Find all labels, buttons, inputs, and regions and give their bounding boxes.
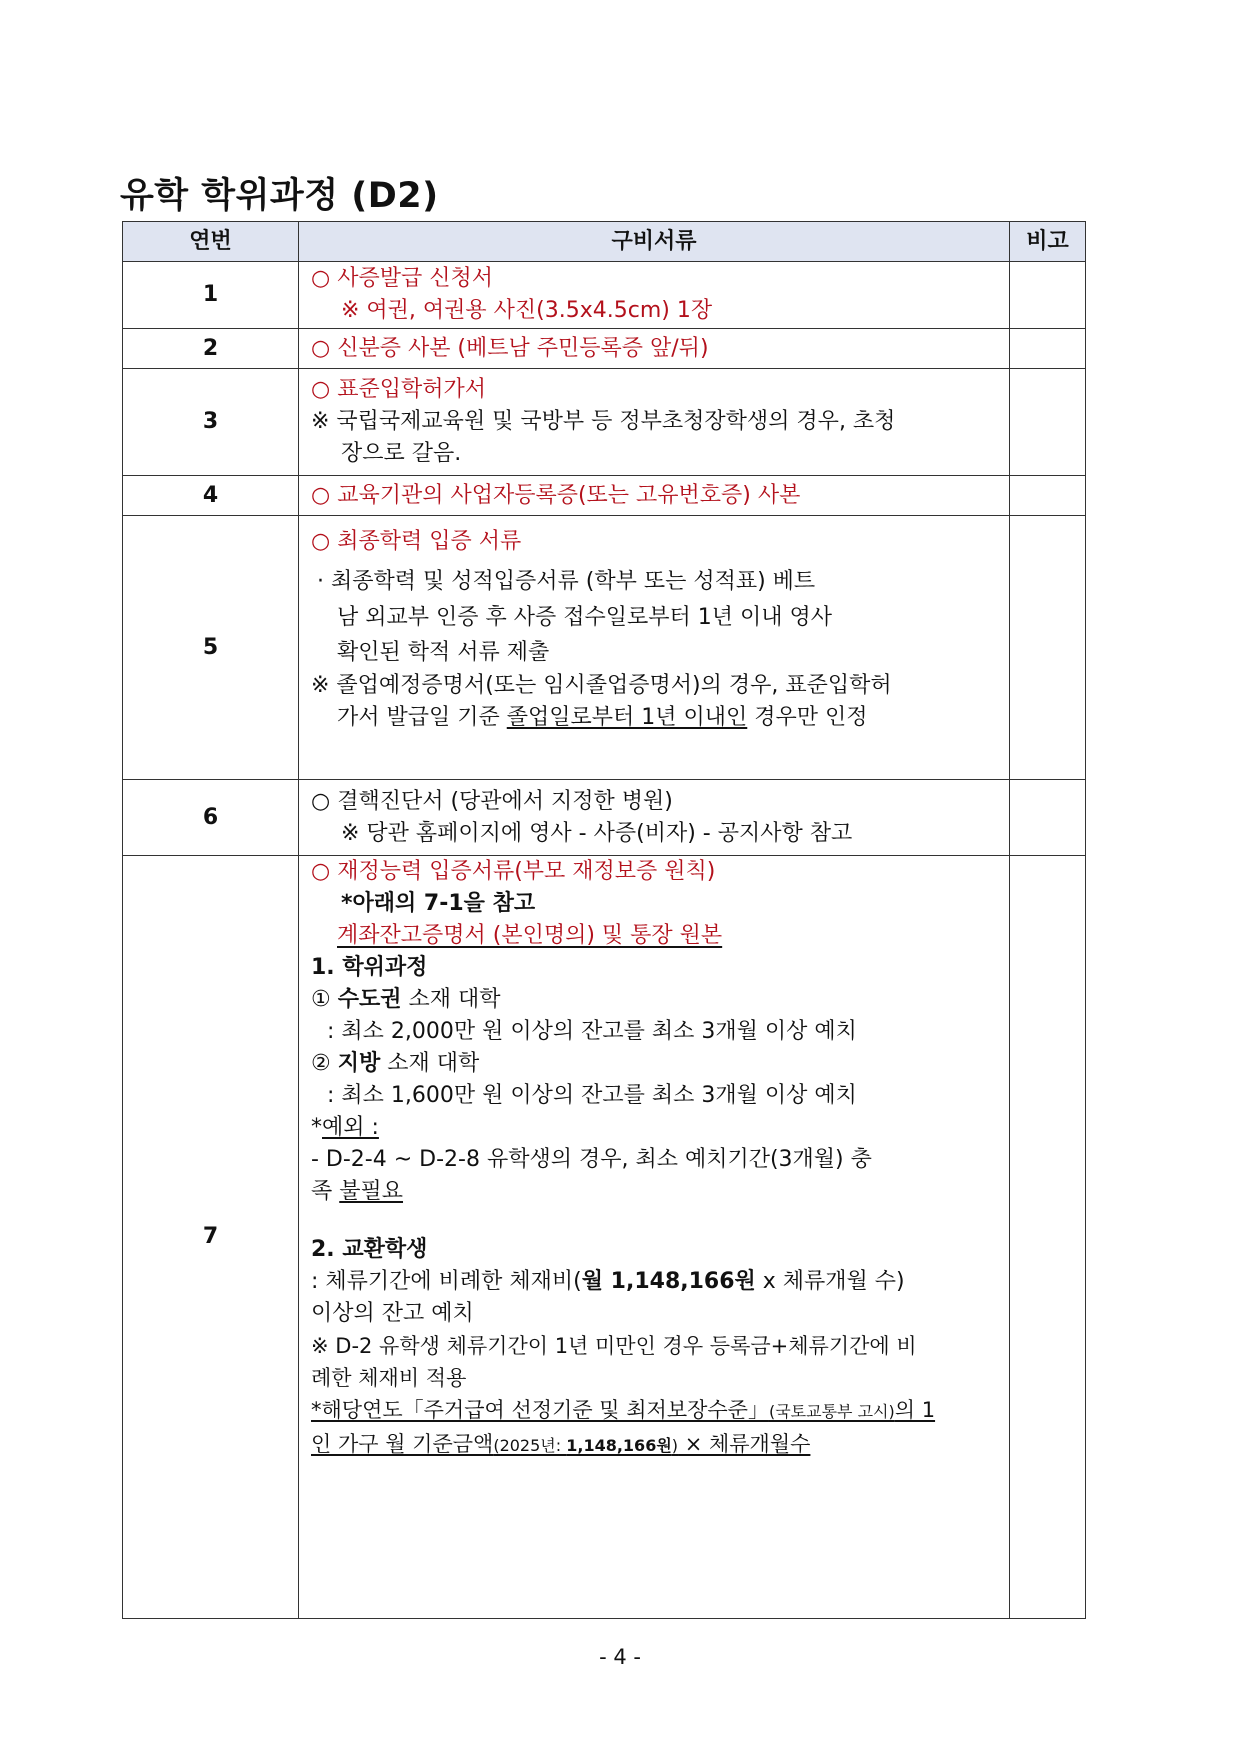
text: 소재 대학 <box>380 1051 480 1076</box>
item-text <box>311 1266 997 1298</box>
bold-text: 지방 <box>337 1051 381 1076</box>
item-note: ※ 국립국제교육원 및 국방부 등 정부초청장학생의 경우, 초청 <box>311 409 896 434</box>
item-note: ※ 여권, 여권용 사진(3.5x4.5cm) 1장 <box>341 298 713 323</box>
header-num: 연번 <box>123 222 299 262</box>
text: 인 가구 월 기준금액 <box>311 1432 494 1456</box>
underlined-text: 불필요 <box>339 1179 404 1204</box>
item-text: - D-2-4 ~ D-2-8 유학생의 경우, 최소 예치기간(3개월) 충 <box>311 1147 872 1172</box>
bold-text: 월 1,148,166원 <box>581 1269 756 1294</box>
item-note-cont: 장으로 갈음. <box>341 441 462 466</box>
table-header-row <box>123 222 1086 262</box>
row-note <box>1010 476 1086 516</box>
item-title: ○ 사증발급 신청서 <box>311 266 493 291</box>
row-note <box>1010 262 1086 329</box>
text: ② <box>311 1051 338 1076</box>
row-note <box>1010 369 1086 476</box>
item-note: ※ 졸업예정증명서(또는 임시졸업증명서)의 경우, 표준입학허 <box>311 673 892 698</box>
item-title: ○ 표준입학허가서 <box>311 377 486 402</box>
section-heading: 2. 교환학생 <box>311 1237 428 1262</box>
text: 가서 발급일 기준 <box>337 705 507 730</box>
bold-text: 수도권 <box>337 987 402 1012</box>
item-text: · 최종학력 및 성적입증서류 (학부 또는 성적표) 베트 <box>317 569 816 594</box>
item-text: : 최소 1,600만 원 이상의 잔고를 최소 3개월 이상 예치 <box>327 1083 857 1108</box>
bold-text: 1,148,166원 <box>566 1436 672 1455</box>
section-heading: 1. 학위과정 <box>311 955 428 980</box>
documents-table <box>122 221 1086 1619</box>
row-content <box>299 369 1010 476</box>
text: 경우만 인정 <box>747 705 868 730</box>
table-row <box>123 329 1086 369</box>
table-row <box>123 516 1086 780</box>
text: 소재 대학 <box>401 987 501 1012</box>
header-note: 비고 <box>1010 222 1086 262</box>
item-note <box>311 1394 997 1428</box>
item-ref: *아래의 7-1을 참고 <box>341 891 536 916</box>
table-row <box>123 262 1086 329</box>
table-row <box>123 856 1086 1619</box>
spacer <box>311 1208 997 1234</box>
row-content <box>299 262 1010 329</box>
row-number: 7 <box>123 856 299 1619</box>
text: x 체류개월 수) <box>755 1269 905 1294</box>
row-note <box>1010 329 1086 369</box>
row-note <box>1010 516 1086 780</box>
row-content <box>299 476 1010 516</box>
text: ① <box>311 987 338 1012</box>
item-note-cont: 례한 체재비 적용 <box>311 1366 467 1390</box>
text: 족 <box>311 1179 340 1204</box>
row-number: 6 <box>123 780 299 856</box>
item-note-cont <box>311 702 997 734</box>
row-number: 4 <box>123 476 299 516</box>
header-docs: 구비서류 <box>299 222 1010 262</box>
text: : 체류기간에 비례한 체재비( <box>311 1269 582 1294</box>
row-number: 2 <box>123 329 299 369</box>
text: *해당연도「주거급여 선정기준 및 최저보장수준」 <box>311 1398 769 1422</box>
item-title: ○ 신분증 사본 (베트남 주민등록증 앞/뒤) <box>311 335 709 361</box>
row-content <box>299 780 1010 856</box>
row-number: 3 <box>123 369 299 476</box>
row-number: 1 <box>123 262 299 329</box>
text: 의 1 <box>894 1398 936 1422</box>
item-text: 남 외교부 인증 후 사증 접수일로부터 1년 이내 영사 <box>337 605 832 630</box>
row-note <box>1010 856 1086 1619</box>
page-number: - 4 - <box>599 1645 641 1669</box>
list-item <box>311 984 997 1016</box>
item-title: ○ 재정능력 입증서류(부모 재정보증 원칙) <box>311 859 716 884</box>
row-content <box>299 856 1010 1619</box>
row-note <box>1010 780 1086 856</box>
row-number: 5 <box>123 516 299 780</box>
item-note: ※ 당관 홈페이지에 영사 - 사증(비자) - 공지사항 참고 <box>341 820 853 846</box>
underlined-text: 졸업일로부터 1년 이내인 <box>506 705 748 730</box>
list-item <box>311 1048 997 1080</box>
item-text: 이상의 잔고 예치 <box>311 1301 474 1326</box>
underlined-text: 계좌잔고증명서 (본인명의) 및 통장 원본 <box>337 923 723 948</box>
page-title: 유학 학위과정 (D2) <box>120 176 439 216</box>
item-note: ※ D-2 유학생 체류기간이 1년 미만인 경우 등록금+체류기간에 비 <box>311 1334 917 1358</box>
item-title: ○ 결핵진단서 (당관에서 지정한 병원) <box>311 788 673 814</box>
row-content <box>299 329 1010 369</box>
table-row <box>123 780 1086 856</box>
item-text: : 최소 2,000만 원 이상의 잔고를 최소 3개월 이상 예치 <box>327 1019 857 1044</box>
item-title: ○ 최종학력 입증 서류 <box>311 529 522 554</box>
small-text: (2025년: <box>493 1436 567 1455</box>
item-note-cont <box>311 1428 997 1462</box>
text: × 체류개월수 <box>678 1432 811 1456</box>
item-title: ○ 교육기관의 사업자등록증(또는 고유번호증) 사본 <box>311 482 801 508</box>
item-text: 확인된 학적 서류 제출 <box>337 640 550 665</box>
text: * <box>311 1115 322 1140</box>
small-text: (국토교통부 고시) <box>768 1402 895 1421</box>
row-content <box>299 516 1010 780</box>
table-row <box>123 369 1086 476</box>
small-text: ) <box>671 1436 679 1455</box>
item-subtitle <box>311 920 997 952</box>
item-text <box>311 1112 997 1144</box>
underlined-text: 예외 : <box>322 1115 379 1140</box>
item-text <box>311 1176 997 1208</box>
table-row <box>123 476 1086 516</box>
